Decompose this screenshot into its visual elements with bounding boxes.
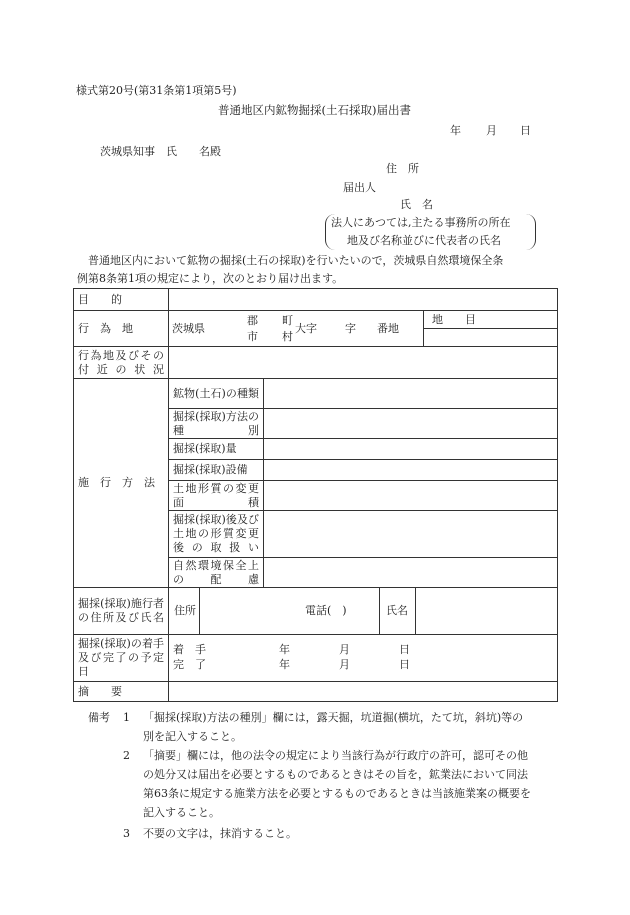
form-code: 様式第20号(第31条第1項第5号) bbox=[76, 84, 237, 97]
notes-header: 備考 bbox=[88, 711, 110, 724]
method-field-6[interactable] bbox=[264, 511, 558, 558]
row-method-1 bbox=[74, 379, 558, 409]
schedule-start-label: 着 手 bbox=[173, 643, 206, 656]
schedule-start-month: 月 bbox=[339, 643, 350, 656]
note-1-line1: 「掘採(採取)方法の種別」欄には，露天掘，坑道掘(横坑，たて坑，斜坑)等の bbox=[143, 711, 524, 724]
intro-line1: 普通地区内において鉱物の掘採(土石の採取)を行いたいので，茨城県自然環境保全条 bbox=[88, 254, 504, 267]
note-2-line2: の処分又は届出を必要とするものであるときはその旨を，鉱業法において同法 bbox=[143, 768, 528, 781]
method-field-5[interactable] bbox=[264, 481, 558, 511]
row-location-1 bbox=[74, 311, 558, 329]
method-item-1: 鉱物(土石)の種類 bbox=[169, 379, 264, 409]
operator-address-label: 住所 bbox=[174, 604, 196, 617]
applicant-name: 氏 名 bbox=[400, 198, 433, 211]
loc-banchi: 番地 bbox=[377, 322, 399, 335]
purpose-field[interactable] bbox=[169, 289, 558, 311]
method-field-2[interactable] bbox=[264, 409, 558, 439]
operator-name-label: 氏名 bbox=[386, 604, 408, 617]
row-operator bbox=[74, 588, 558, 635]
surroundings-field[interactable] bbox=[169, 347, 558, 379]
note-3-line1: 不要の文字は，抹消すること。 bbox=[143, 827, 297, 840]
corporate-note-line1: 法人にあつては,主たる事務所の所在 bbox=[331, 216, 511, 229]
operator-divider-2 bbox=[379, 588, 380, 634]
location-field[interactable] bbox=[169, 311, 424, 347]
loc-prefecture: 茨城県 bbox=[172, 322, 205, 335]
date-month: 月 bbox=[486, 124, 497, 137]
operator-field[interactable] bbox=[169, 588, 558, 635]
chimoku-label: 地 目 bbox=[424, 311, 558, 329]
operator-divider-1 bbox=[199, 588, 200, 634]
remarks-label: 摘 要 bbox=[74, 682, 169, 702]
loc-shi: 市 bbox=[247, 330, 258, 343]
date-year: 年 bbox=[450, 124, 461, 137]
note-1-number: 1 bbox=[123, 711, 130, 724]
chimoku-field[interactable] bbox=[424, 329, 558, 347]
method-item-7: 自然環境保全上の配慮 bbox=[169, 558, 264, 588]
method-field-1[interactable] bbox=[264, 379, 558, 409]
loc-aza: 字 bbox=[345, 322, 356, 335]
note-2-line4: 記入すること。 bbox=[143, 806, 220, 819]
loc-mura: 村 bbox=[282, 330, 293, 343]
method-item-5: 土地形質の変更面積 bbox=[169, 481, 264, 511]
method-item-3: 掘採(採取)量 bbox=[169, 439, 264, 460]
method-label: 施 行 方 法 bbox=[74, 379, 169, 588]
row-surroundings bbox=[74, 347, 558, 379]
method-field-3[interactable] bbox=[264, 439, 558, 460]
applicant-label: 届出人 bbox=[343, 181, 376, 194]
row-schedule bbox=[74, 635, 558, 682]
row-purpose bbox=[74, 289, 558, 311]
surroundings-label: 行為地及びその付近の状況 bbox=[74, 347, 169, 379]
method-item-4: 掘採(採取)設備 bbox=[169, 460, 264, 481]
note-2-line3: 第63条に規定する施業方法を必要とするものであるときは当該施業案の概要を bbox=[143, 787, 531, 800]
operator-phone-label: 電話( ) bbox=[305, 604, 347, 617]
note-2-line1: 「摘要」欄には，他の法令の規定により当該行為が行政庁の許可，認可その他 bbox=[143, 749, 528, 762]
row-remarks bbox=[74, 682, 558, 702]
schedule-end-year: 年 bbox=[279, 658, 290, 671]
schedule-end-month: 月 bbox=[339, 658, 350, 671]
loc-oaza: 大字 bbox=[295, 322, 317, 335]
loc-machi: 町 bbox=[282, 314, 293, 327]
location-label: 行 為 地 bbox=[74, 311, 169, 347]
operator-label: 掘採(採取)施行者の住所及び氏名 bbox=[74, 588, 169, 635]
schedule-end-day: 日 bbox=[399, 658, 410, 671]
corporate-note-line2: 地及び名称並びに代表者の氏名 bbox=[347, 234, 501, 247]
notification-table bbox=[73, 288, 558, 702]
addressee: 茨城県知事 氏 名殿 bbox=[100, 145, 221, 158]
intro-line2: 例第8条第1項の規定により，次のとおり届け出ます。 bbox=[77, 272, 344, 285]
method-field-7[interactable] bbox=[264, 558, 558, 588]
loc-gun: 郡 bbox=[247, 314, 258, 327]
method-item-6: 掘採(採取)後及び土地の形質変更後の取扱い bbox=[169, 511, 264, 558]
operator-divider-3 bbox=[415, 588, 416, 634]
applicant-address: 住 所 bbox=[386, 162, 419, 175]
method-field-4[interactable] bbox=[264, 460, 558, 481]
purpose-label: 目 的 bbox=[74, 289, 169, 311]
date-day: 日 bbox=[520, 124, 531, 137]
schedule-end-label: 完 了 bbox=[173, 658, 206, 671]
remarks-field[interactable] bbox=[169, 682, 558, 702]
method-item-2: 掘採(採取)方法の種別 bbox=[169, 409, 264, 439]
schedule-field[interactable] bbox=[169, 635, 558, 682]
form-title: 普通地区内鉱物掘採(土石採取)届出書 bbox=[218, 103, 411, 117]
schedule-start-day: 日 bbox=[399, 643, 410, 656]
schedule-start-year: 年 bbox=[279, 643, 290, 656]
note-1-line2: 別を記入すること。 bbox=[143, 730, 242, 743]
note-2-number: 2 bbox=[123, 749, 130, 762]
note-3-number: 3 bbox=[123, 827, 130, 840]
schedule-label: 掘採(採取)の着手及び完了の予定日 bbox=[74, 635, 169, 682]
